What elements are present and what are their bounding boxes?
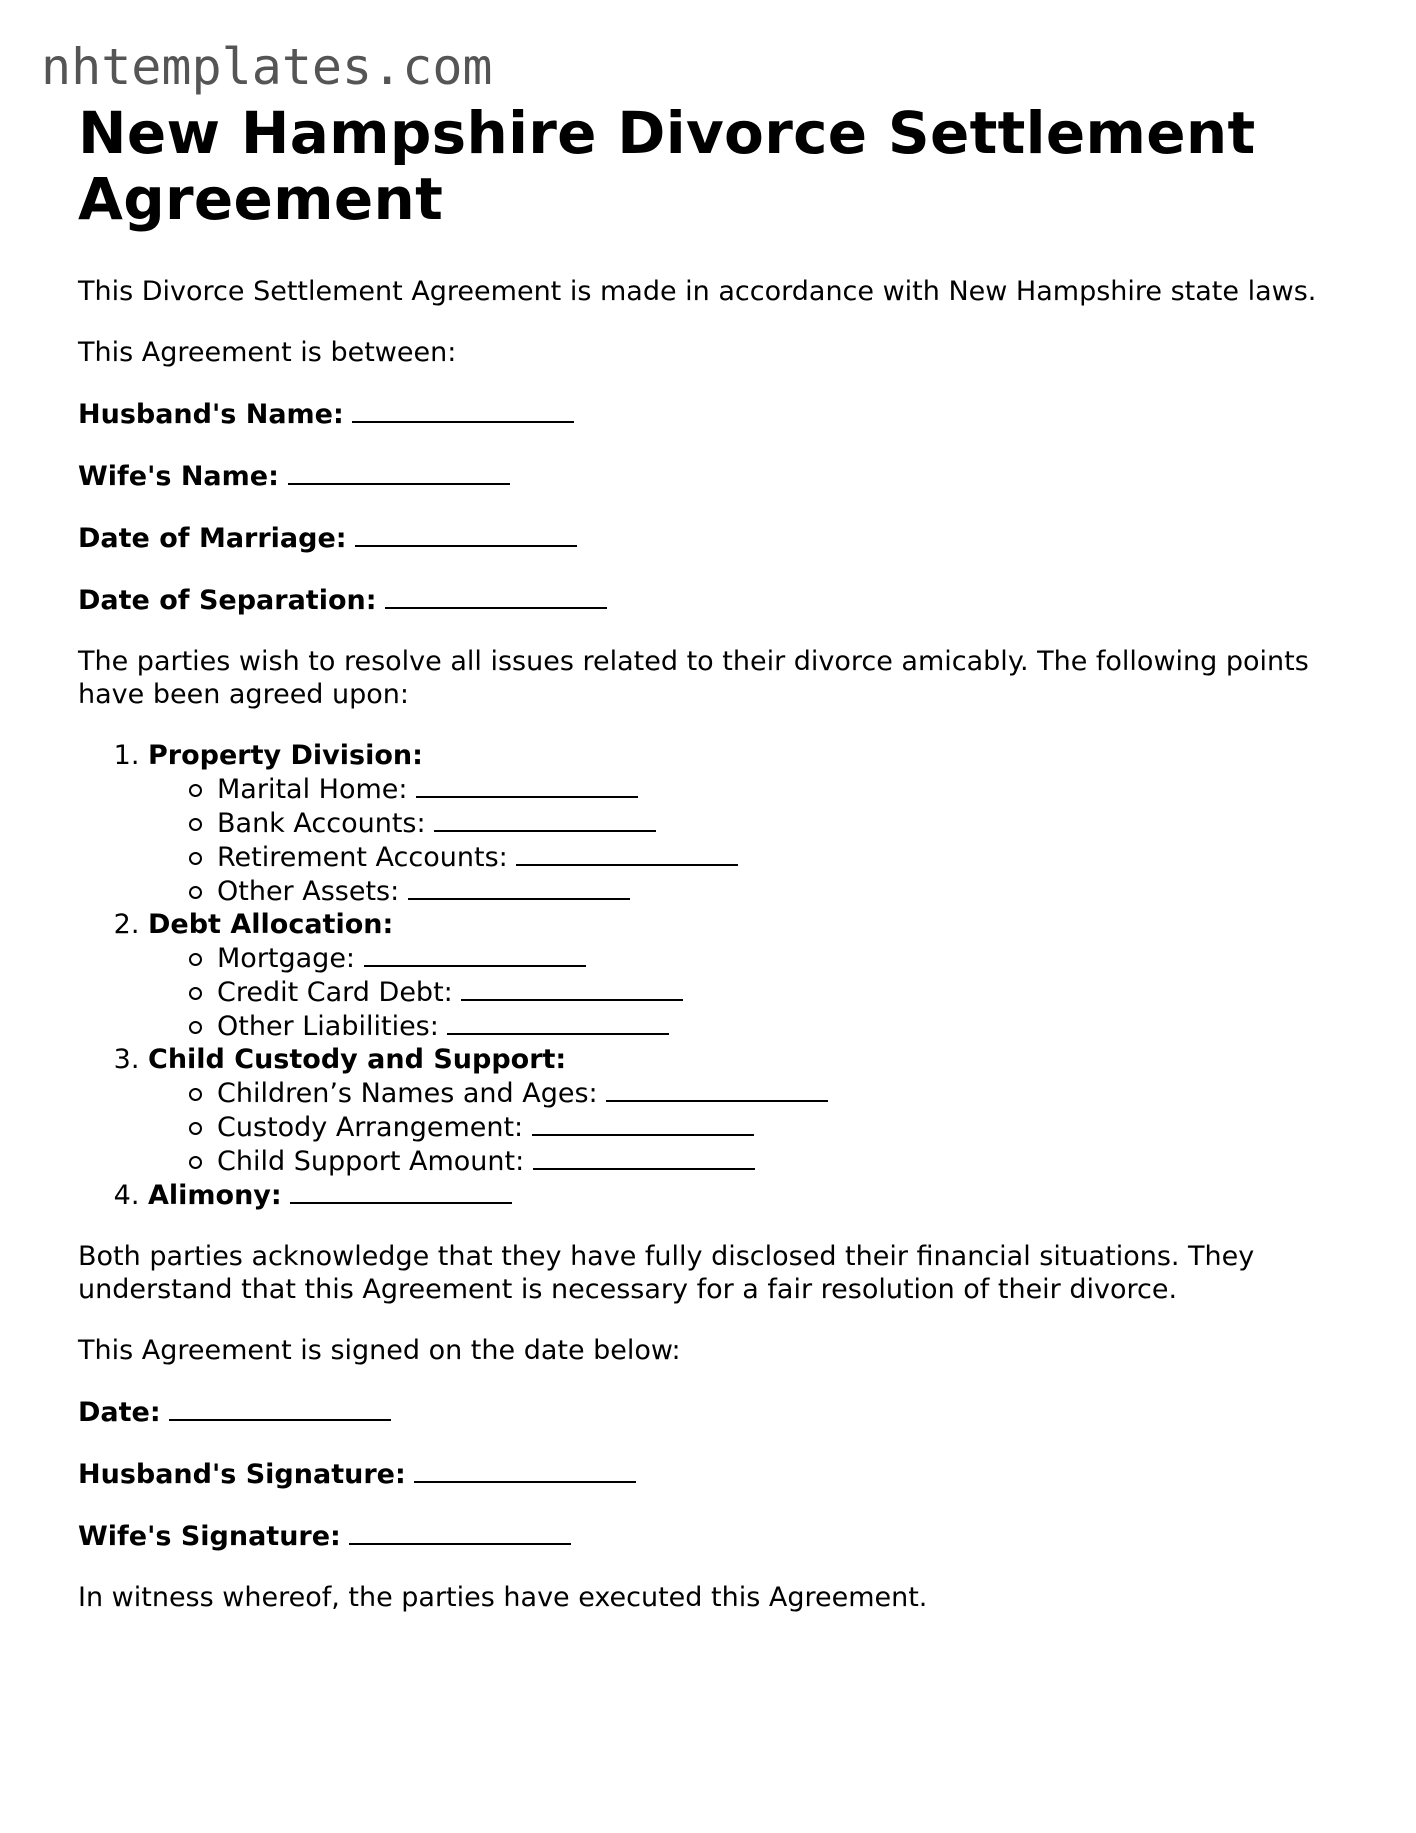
- custody-arrangement-blank[interactable]: [532, 1110, 754, 1136]
- date-blank[interactable]: [169, 1395, 391, 1421]
- sub-item-retirement-accounts: [217, 840, 1348, 874]
- other-assets-blank[interactable]: [408, 874, 630, 900]
- resolve-paragraph: The parties wish to resolve all issues related to their divorce amicably. The following points have been agreed upon:: [78, 646, 1309, 710]
- sub-item-mortgage: [217, 941, 1348, 975]
- sub-item-children-names: [217, 1076, 1348, 1110]
- sub-item-child-support: [217, 1144, 1348, 1178]
- child-custody-items: [148, 1076, 1348, 1178]
- wife-signature-field: [78, 1519, 1348, 1553]
- date-of-marriage-label: Date of Marriage:: [78, 523, 347, 554]
- agreed-points-list: [78, 739, 1348, 1212]
- wife-name-label: Wife's Name:: [78, 461, 279, 492]
- wife-name-blank[interactable]: [288, 459, 510, 485]
- mortgage-blank[interactable]: [364, 941, 586, 967]
- debt-allocation-items: [148, 941, 1348, 1043]
- sub-item-label: Custody Arrangement:: [217, 1112, 524, 1143]
- sub-item-label: Mortgage:: [217, 943, 356, 974]
- point-debt-allocation: [148, 908, 1348, 1043]
- acknowledge-paragraph: Both parties acknowledge that they have fully disclosed their financial situations. They understand that this Agreement is necessary for a fair resolution of their divorce.: [78, 1241, 1255, 1305]
- marital-home-blank[interactable]: [416, 772, 638, 798]
- sub-item-label: Marital Home:: [217, 774, 408, 805]
- sub-item-label: Bank Accounts:: [217, 808, 426, 839]
- point-label: Child Custody and Support:: [148, 1044, 567, 1075]
- husband-name-blank[interactable]: [352, 397, 574, 423]
- sub-item-label: Child Support Amount:: [217, 1146, 525, 1177]
- child-support-blank[interactable]: [533, 1144, 755, 1170]
- witness-line: In witness whereof, the parties have executed this Agreement.: [78, 1582, 928, 1613]
- between-line: This Agreement is between:: [78, 337, 457, 368]
- document: [78, 100, 1348, 1614]
- wife-signature-label: Wife's Signature:: [78, 1521, 341, 1552]
- sub-item-label: Credit Card Debt:: [217, 977, 453, 1008]
- wife-signature-blank[interactable]: [349, 1519, 571, 1545]
- husband-name-field: [78, 397, 1348, 431]
- signed-on-line: This Agreement is signed on the date below:: [78, 1335, 681, 1366]
- date-of-marriage-field: [78, 521, 1348, 555]
- sub-item-label: Other Assets:: [217, 876, 400, 907]
- sub-item-other-assets: [217, 874, 1348, 908]
- point-label: Property Division:: [148, 740, 423, 771]
- point-label: Alimony:: [148, 1180, 282, 1211]
- date-of-marriage-blank[interactable]: [355, 521, 577, 547]
- other-liabilities-blank[interactable]: [447, 1009, 669, 1035]
- retirement-accounts-blank[interactable]: [516, 840, 738, 866]
- point-child-custody: [148, 1043, 1348, 1178]
- husband-signature-field: [78, 1457, 1348, 1491]
- husband-signature-blank[interactable]: [414, 1457, 636, 1483]
- point-alimony: [148, 1178, 1348, 1212]
- credit-card-debt-blank[interactable]: [461, 975, 683, 1001]
- sub-item-label: Other Liabilities:: [217, 1011, 439, 1042]
- sub-item-label: Retirement Accounts:: [217, 842, 508, 873]
- sub-item-credit-card-debt: [217, 975, 1348, 1009]
- property-division-items: [148, 772, 1348, 908]
- sub-item-marital-home: [217, 772, 1348, 806]
- sub-item-custody-arrangement: [217, 1110, 1348, 1144]
- intro-paragraph: This Divorce Settlement Agreement is made in accordance with New Hampshire state laws.: [78, 276, 1317, 307]
- point-label: Debt Allocation:: [148, 909, 394, 940]
- date-field: [78, 1395, 1348, 1429]
- document-title: New Hampshire Divorce Settlement Agreement: [78, 99, 1256, 233]
- date-of-separation-label: Date of Separation:: [78, 585, 377, 616]
- alimony-blank[interactable]: [290, 1178, 512, 1204]
- sub-item-bank-accounts: [217, 806, 1348, 840]
- point-property-division: [148, 739, 1348, 908]
- children-names-blank[interactable]: [606, 1076, 828, 1102]
- site-watermark: nhtemplates.com: [41, 38, 493, 96]
- date-of-separation-field: [78, 583, 1348, 617]
- husband-signature-label: Husband's Signature:: [78, 1459, 406, 1490]
- husband-name-label: Husband's Name:: [78, 399, 344, 430]
- wife-name-field: [78, 459, 1348, 493]
- bank-accounts-blank[interactable]: [434, 806, 656, 832]
- date-label: Date:: [78, 1397, 161, 1428]
- sub-item-label: Children’s Names and Ages:: [217, 1078, 598, 1109]
- date-of-separation-blank[interactable]: [385, 583, 607, 609]
- sub-item-other-liabilities: [217, 1009, 1348, 1043]
